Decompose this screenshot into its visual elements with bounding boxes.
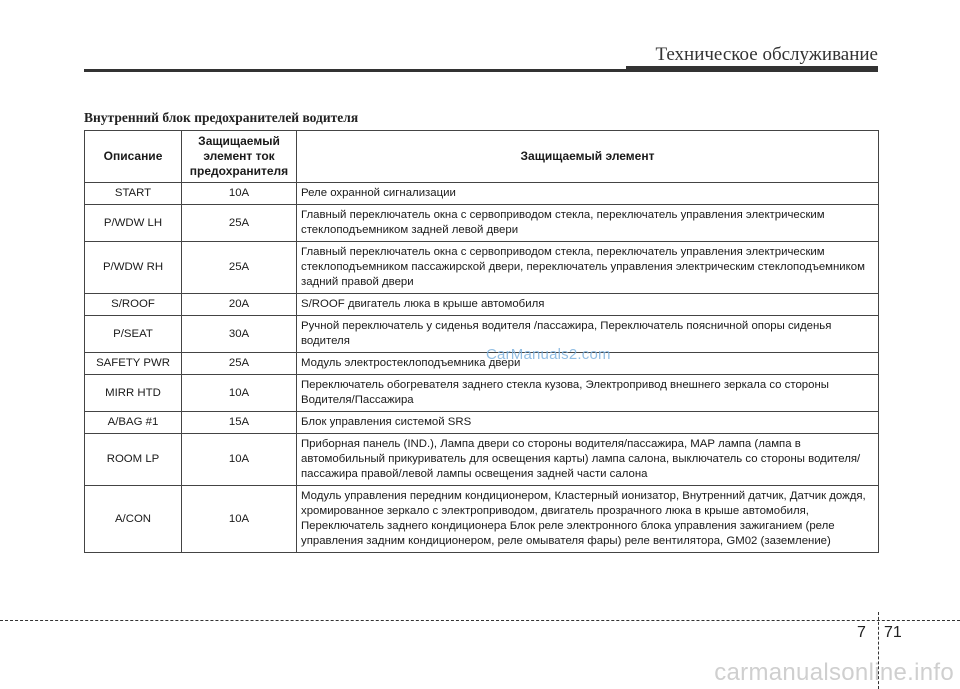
footer-watermark: carmanualsonline.info (714, 659, 954, 686)
protected-element: Модуль электростеклоподъемника двери (297, 353, 879, 375)
fuse-rating: 25A (182, 353, 297, 375)
fuse-rating: 10A (182, 434, 297, 486)
table-row (85, 316, 879, 353)
page-section-number: 7 (857, 624, 866, 641)
fuse-rating: 10A (182, 375, 297, 412)
protected-element: Реле охранной сигнализации (297, 183, 879, 205)
fuse-table (84, 130, 879, 553)
section-title: Внутренний блок предохранителей водителя (84, 110, 359, 125)
fuse-rating: 20A (182, 294, 297, 316)
fuse-description: SAFETY PWR (85, 353, 182, 375)
table-row (85, 353, 879, 375)
protected-element: Блок управления системой SRS (297, 412, 879, 434)
fuse-description: A/CON (85, 486, 182, 553)
watermark-link[interactable]: CarManuals2.com (486, 346, 611, 363)
table-row (85, 294, 879, 316)
protected-element: Модуль управления передним кондиционером, Кластерный ионизатор, Внутренний датчик, Датчик дождя, хромированное зеркало с электроприводом, двигатель прозрачного люка в крыше автомобиля, Переключатель заднего кондиционера Блок реле электронного блока управления зажиганием (реле управления задним кондиционером, реле омывателя фары) реле вентилятора, GM02 (заземление) (297, 486, 879, 553)
table-row (85, 434, 879, 486)
fuse-rating: 25A (182, 205, 297, 242)
fuse-description: P/WDW LH (85, 205, 182, 242)
table-row (85, 412, 879, 434)
footer-divider (0, 620, 960, 621)
protected-element: Переключатель обогревателя заднего стекла кузова, Электропривод внешнего зеркала со стороны Водителя/Пассажира (297, 375, 879, 412)
protected-element: Ручной переключатель у сиденья водителя /пассажира, Переключатель поясничной опоры сиденья водителя (297, 316, 879, 353)
protected-element: Приборная панель (IND.), Лампа двери со стороны водителя/пассажира, MAP лампа (лампа в автомобильный прикуриватель для освещения карты) лампа салона, выключатель со стороны водителя/пассажира правой/левой лампы освещения задней части салона (297, 434, 879, 486)
column-header-fuse-rating: Защищаемый элемент ток предохранителя (182, 131, 297, 183)
table-row (85, 205, 879, 242)
header-title: Техническое обслуживание (655, 44, 878, 65)
fuse-rating: 25A (182, 242, 297, 294)
fuse-rating: 10A (182, 486, 297, 553)
fuse-description: S/ROOF (85, 294, 182, 316)
fuse-rating: 10A (182, 183, 297, 205)
column-header-description: Описание (85, 131, 182, 183)
fuse-rating: 15A (182, 412, 297, 434)
table-row (85, 486, 879, 553)
fuse-description: MIRR HTD (85, 375, 182, 412)
protected-element: S/ROOF двигатель люка в крыше автомобиля (297, 294, 879, 316)
fuse-description: A/BAG #1 (85, 412, 182, 434)
fuse-description: ROOM LP (85, 434, 182, 486)
protected-element: Главный переключатель окна с сервоприводом стекла, переключатель управления электрическим стеклоподъемником задней левой двери (297, 205, 879, 242)
table-header-row (85, 131, 879, 183)
table-row (85, 183, 879, 205)
column-header-protected-element: Защищаемый элемент (297, 131, 879, 183)
page-number: 71 (884, 624, 902, 641)
table-row (85, 375, 879, 412)
fuse-description: P/WDW RH (85, 242, 182, 294)
fuse-description: P/SEAT (85, 316, 182, 353)
fuse-rating: 30A (182, 316, 297, 353)
table-row (85, 242, 879, 294)
header-rule (84, 69, 878, 72)
protected-element: Главный переключатель окна с сервоприводом стекла, переключатель управления электрическим стеклоподъемником пассажирской двери, переключатель управления электрическим стеклоподъемником задний правой двери (297, 242, 879, 294)
fuse-description: START (85, 183, 182, 205)
